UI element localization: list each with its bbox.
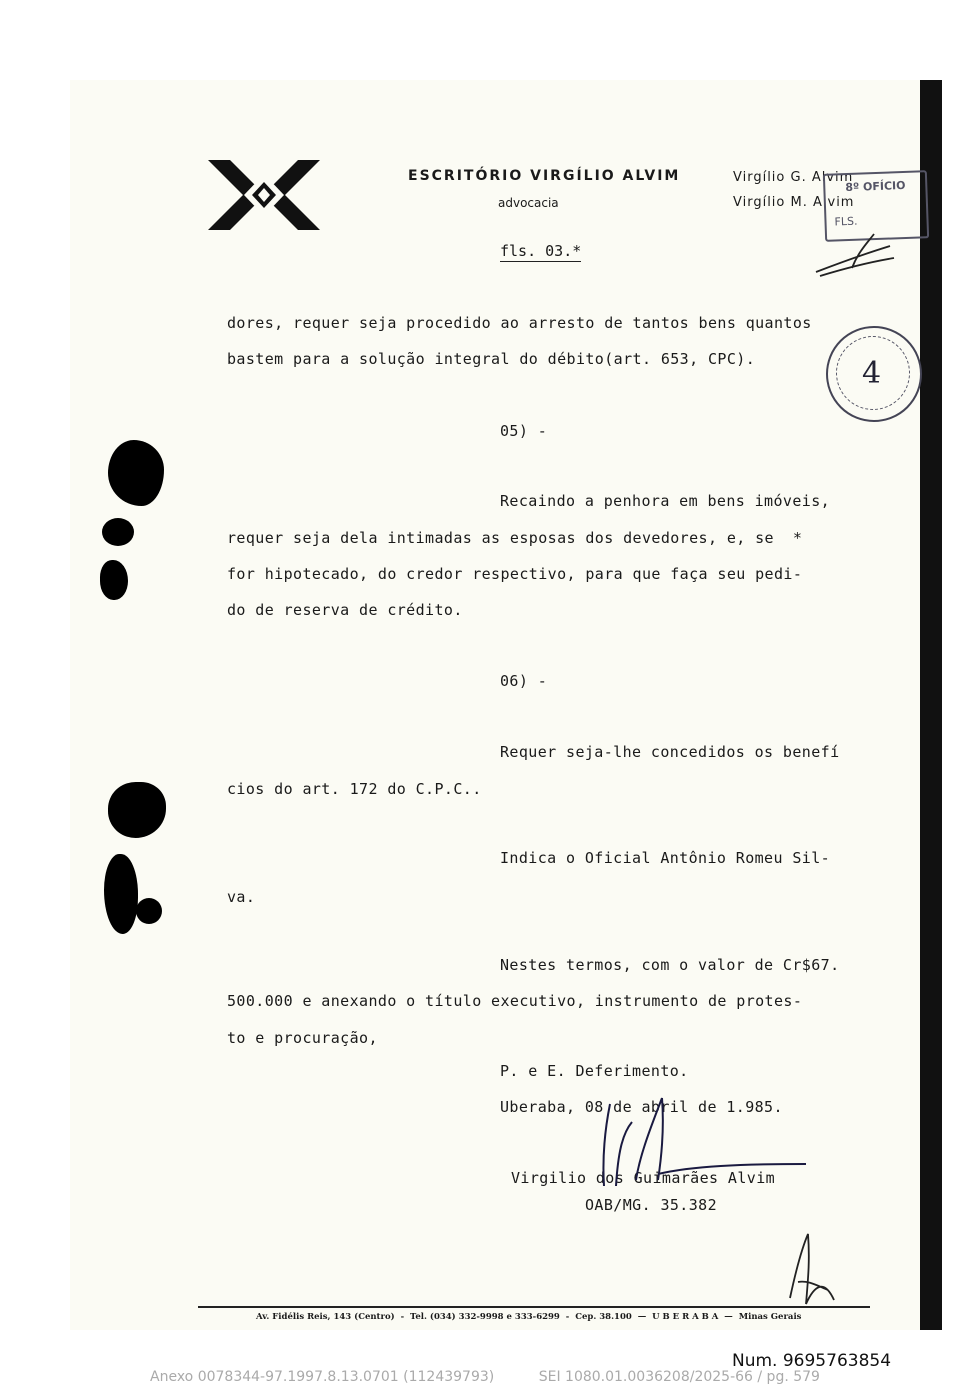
punch-hole-blot: [102, 518, 134, 546]
punch-hole-blot: [136, 898, 162, 924]
office-name: ESCRITÓRIO VIRGÍLIO ALVIM: [408, 168, 681, 184]
item-heading: 06) -: [500, 672, 548, 690]
closing-formula: P. e E. Deferimento.: [500, 1062, 689, 1080]
page-reference: fls. 03.*: [500, 242, 582, 260]
paragraph-line: Recaindo a penhora em bens imóveis,: [500, 492, 831, 510]
court-round-stamp: [826, 326, 922, 422]
paragraph-line: bastem para a solução integral do débito(art. 653, CPC).: [227, 350, 756, 368]
place-and-date: Uberaba, 08 de abril de 1.985.: [500, 1098, 783, 1116]
office-subtitle: advocacia: [498, 196, 559, 210]
paragraph-line: Requer seja-lhe concedidos os benefí: [500, 743, 840, 761]
signer-oab: OAB/MG. 35.382: [585, 1196, 718, 1214]
document-number: Num. 9695763854: [732, 1351, 892, 1371]
sei-reference: Anexo 0078344-97.1997.8.13.0701 (112439793) SEI 1080.01.0036208/2025-66 / pg. 579: [150, 1369, 820, 1385]
paragraph-line: do de reserva de crédito.: [227, 601, 463, 619]
stamp-fls-label: FLS.: [834, 214, 858, 229]
lawyer-signature: [592, 1094, 812, 1190]
office-logo: [208, 160, 320, 230]
paragraph-line: 500.000 e anexando o título executivo, instrumento de protes-: [227, 992, 803, 1010]
initials-signature: [812, 228, 896, 280]
page-number-handwritten: 4: [862, 356, 882, 391]
item-heading: 05) -: [500, 422, 548, 440]
stamp-office-label: 8º OFÍCIO: [845, 178, 906, 195]
footer-address: Av. Fidélis Reis, 143 (Centro) - Tel. (034) 332-9998 e 333-6299 - Cep. 38.100 — U B E R A B A — Minas Gerais: [256, 1312, 802, 1322]
rubric-signature: [784, 1230, 844, 1308]
punch-hole-blot: [104, 854, 138, 934]
paragraph-line: requer seja dela intimadas as esposas dos devedores, e, se *: [227, 529, 803, 547]
partner-name-1: Virgílio G. Alvim: [733, 170, 854, 185]
partner-name-2: Virgílio M. Alvim: [733, 195, 855, 210]
paragraph-line: for hipotecado, do credor respectivo, para que faça seu pedi-: [227, 565, 803, 583]
paragraph-line: va.: [227, 888, 256, 906]
paragraph-line: Nestes termos, com o valor de Cr$67.: [500, 956, 840, 974]
signer-name: Virgilio dos Guimarães Alvim: [511, 1169, 776, 1187]
paragraph-line: dores, requer seja procedido ao arresto de tantos bens quantos: [227, 314, 812, 332]
paragraph-line: Indica o Oficial Antônio Romeu Sil-: [500, 849, 831, 867]
footer-rule: [198, 1306, 870, 1308]
paragraph-line: to e procuração,: [227, 1029, 378, 1047]
paragraph-line: cios do art. 172 do C.P.C..: [227, 780, 482, 798]
punch-hole-blot: [100, 560, 128, 600]
scan-edge: [920, 80, 942, 1330]
